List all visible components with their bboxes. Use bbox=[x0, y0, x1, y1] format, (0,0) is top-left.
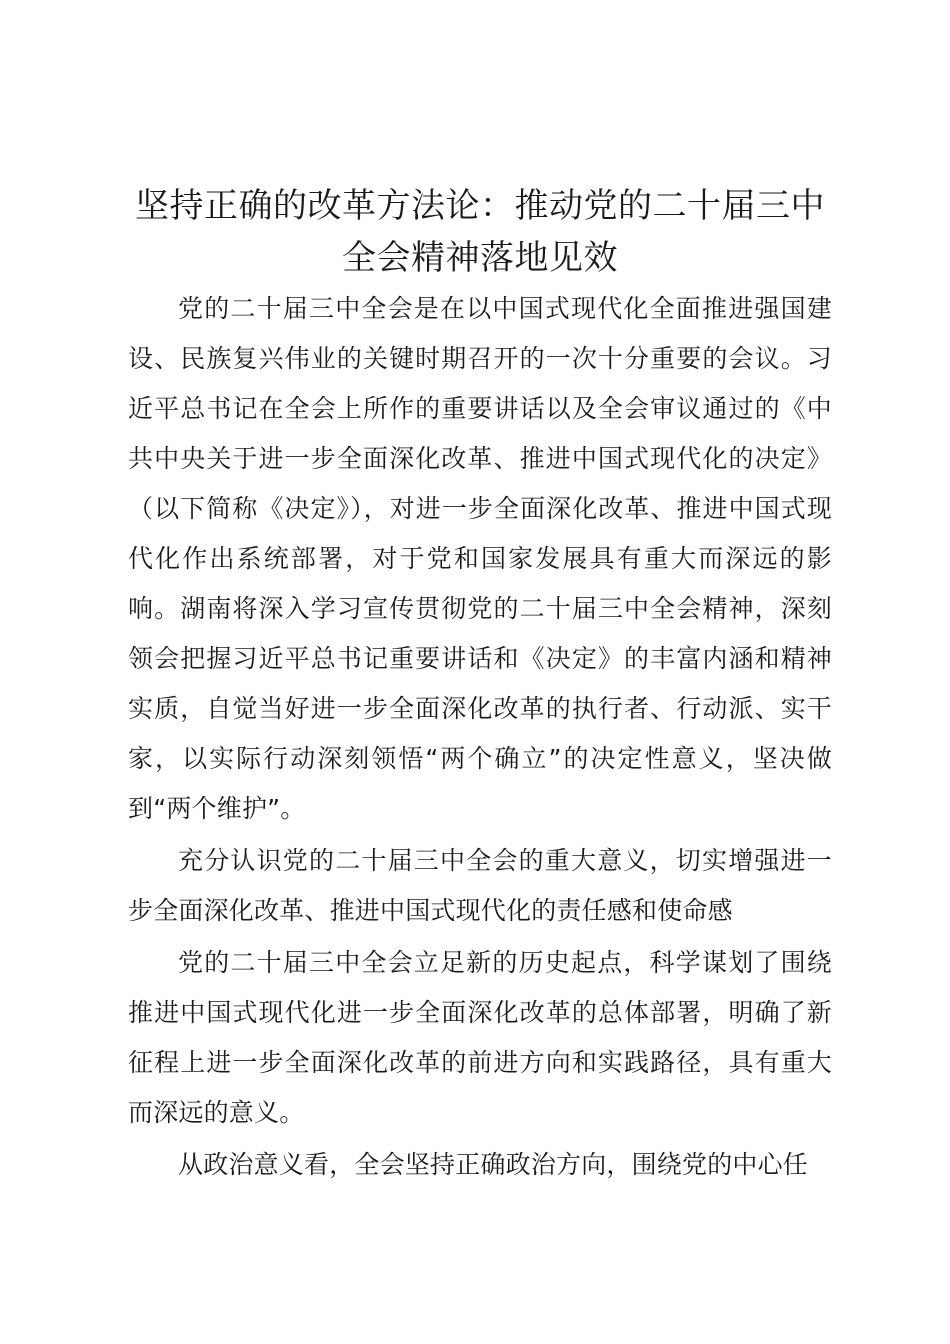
document-page bbox=[128, 180, 832, 1192]
paragraph-intro: 党的二十届三中全会是在以中国式现代化全面推进强国建设、民族复兴伟业的关键时期召开的一次十分重要的会议。习近平总书记在全会上所作的重要讲话以及全会审议通过的《中共中央关于进一步全面深化改革、推进中国式现代化的决定》（以下简称《决定》），对进一步全面深化改革、推进中国式现代化作出系统部署，对于党和国家发展具有重大而深远的影响。湖南将深入学习宣传贯彻党的二十届三中全会精神，深刻领会把握习近平总书记重要讲话和《决定》的丰富内涵和精神实质，自觉当好进一步全面深化改革的执行者、行动派、实干家，以实际行动深刻领悟“两个确立”的决定性意义，坚决做到“两个维护”。 bbox=[128, 294, 832, 823]
paragraph-section-heading: 充分认识党的二十届三中全会的重大意义，切实增强进一步全面深化改革、推进中国式现代化的责任感和使命感 bbox=[128, 846, 832, 925]
document-title: 坚持正确的改革方法论：推动党的二十届三中全会精神落地见效 bbox=[135, 186, 825, 278]
paragraph-political-meaning: 从政治意义看，全会坚持正确政治方向，围绕党的中心任 bbox=[178, 1150, 809, 1179]
paragraph-significance: 党的二十届三中全会立足新的历史起点，科学谋划了围绕推进中国式现代化进一步全面深化改革的总体部署，明确了新征程上进一步全面深化改革的前进方向和实践路径，具有重大而深远的意义。 bbox=[128, 948, 832, 1127]
